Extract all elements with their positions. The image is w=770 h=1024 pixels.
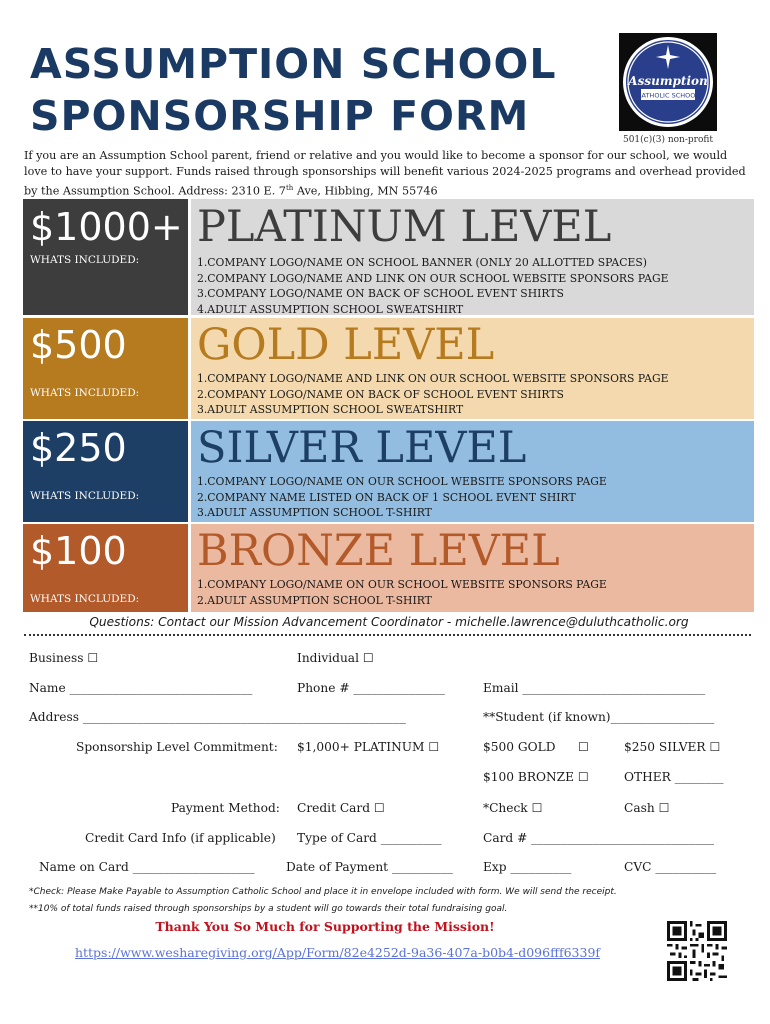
page-title xyxy=(30,38,557,142)
nonprofit-label: 501(c)(3) non-profit xyxy=(622,135,713,145)
silver-whats-included: WHATS INCLUDED: xyxy=(30,490,140,502)
thank-you-message: Thank You So Much for Supporting the Mission! xyxy=(155,919,495,934)
platinum-item-4: 4.ADULT ASSUMPTION SCHOOL SWEATSHIRT xyxy=(197,302,464,316)
intro-paragraph: If you are an Assumption School parent, friend or relative and you would like to become a sponsor for our school, we would love to have your support. Funds raised through sponsorships will benefit various 2024-2025 programs and overhead provided by the Assumption School. Address: 2310 E. 7th Ave, Hibbing, MN 55746 xyxy=(24,149,746,198)
dotted-divider xyxy=(24,634,751,636)
name-on-card-field[interactable]: Name on Card ____________________ xyxy=(39,860,255,874)
name-field[interactable]: Name ______________________________ xyxy=(29,681,253,695)
other-field[interactable]: OTHER ________ xyxy=(624,770,724,784)
business-checkbox[interactable]: Business ☐ xyxy=(29,651,99,665)
platinum-item-3: 3.COMPANY LOGO/NAME ON BACK OF SCHOOL EVENT SHIRTS xyxy=(197,287,564,300)
tier-bronze xyxy=(23,524,754,612)
silver-level-title: SILVER LEVEL xyxy=(197,423,527,473)
gold-whats-included: WHATS INCLUDED: xyxy=(30,387,140,399)
platinum-items xyxy=(197,255,668,317)
credit-card-checkbox[interactable]: Credit Card ☐ xyxy=(297,801,385,815)
silver-item-1: 1.COMPANY LOGO/NAME ON OUR SCHOOL WEBSITE SPONSORS PAGE xyxy=(197,475,607,488)
platinum-level-title: PLATINUM LEVEL xyxy=(197,202,612,252)
check-footnote: *Check: Please Make Payable to Assumption Catholic School and place it in envelope included with form. We will send the receipt. xyxy=(29,887,617,897)
gold-checkbox[interactable]: ☐ xyxy=(578,740,589,754)
address-field[interactable]: Address _____________________________________________________ xyxy=(29,710,406,724)
silver-checkbox[interactable]: $250 SILVER ☐ xyxy=(624,740,721,754)
donation-link[interactable]: https://www.wesharegiving.org/App/Form/82e4252d-9a36-407a-b0b4-d096fff6339f xyxy=(74,945,601,960)
silver-items xyxy=(197,474,607,521)
school-logo xyxy=(619,33,717,131)
individual-checkbox[interactable]: Individual ☐ xyxy=(297,651,374,665)
gold-items xyxy=(197,371,668,418)
payment-method-label: Payment Method: xyxy=(171,801,280,815)
bronze-item-1: 1.COMPANY LOGO/NAME ON OUR SCHOOL WEBSITE SPONSORS PAGE xyxy=(197,578,607,591)
exp-field[interactable]: Exp __________ xyxy=(483,860,572,874)
svg-text:Assumption: Assumption xyxy=(628,74,708,88)
phone-field[interactable]: Phone # _______________ xyxy=(297,681,445,695)
student-footnote: **10% of total funds raised through sponsorships by a student will go towards their total fundraising goal. xyxy=(29,904,508,914)
silver-level-box xyxy=(191,421,754,522)
student-field[interactable]: **Student (if known)_________________ xyxy=(483,710,715,724)
tier-gold xyxy=(23,318,754,419)
qr-code xyxy=(667,921,727,981)
gold-level-box xyxy=(191,318,754,419)
title-line-2: SPONSORSHIP FORM xyxy=(30,92,530,140)
card-type-field[interactable]: Type of Card __________ xyxy=(297,831,442,845)
platinum-amount-box xyxy=(23,199,188,315)
bronze-checkbox[interactable]: $100 BRONZE ☐ xyxy=(483,770,589,784)
platinum-whats-included: WHATS INCLUDED: xyxy=(30,254,140,266)
ordinal-suffix: th xyxy=(285,184,294,192)
date-of-payment-field[interactable]: Date of Payment __________ xyxy=(286,860,453,874)
cvc-field[interactable]: CVC __________ xyxy=(624,860,717,874)
platinum-amount: $1000+ xyxy=(30,205,183,249)
check-checkbox[interactable]: *Check ☐ xyxy=(483,801,543,815)
cash-checkbox[interactable]: Cash ☐ xyxy=(624,801,670,815)
silver-item-3: 3.ADULT ASSUMPTION SCHOOL T-SHIRT xyxy=(197,506,432,519)
platinum-level-box xyxy=(191,199,754,315)
bronze-whats-included: WHATS INCLUDED: xyxy=(30,593,140,605)
contact-line: Questions: Contact our Mission Advancement Coordinator - michelle.lawrence@duluthcatholic.org xyxy=(89,615,689,629)
silver-amount: $250 xyxy=(30,426,127,470)
card-number-field[interactable]: Card # ______________________________ xyxy=(483,831,714,845)
gold-amount-box xyxy=(23,318,188,419)
gold-item-3: 3.ADULT ASSUMPTION SCHOOL SWEATSHIRT xyxy=(197,403,464,416)
title-line-1: ASSUMPTION SCHOOL xyxy=(30,40,557,88)
tier-silver xyxy=(23,421,754,522)
gold-label: $500 GOLD xyxy=(483,740,556,754)
gold-item-2: 2.COMPANY LOGO/NAME ON BACK OF SCHOOL EVENT SHIRTS xyxy=(197,387,564,401)
platinum-item-1: 1.COMPANY LOGO/NAME ON SCHOOL BANNER (ONLY 20 ALLOTTED SPACES) xyxy=(197,256,647,269)
svg-text:CATHOLIC SCHOOL: CATHOLIC SCHOOL xyxy=(636,91,700,100)
gold-item-1: 1.COMPANY LOGO/NAME AND LINK ON OUR SCHOOL WEBSITE SPONSORS PAGE xyxy=(197,372,669,385)
bronze-level-box xyxy=(191,524,754,612)
platinum-item-2: 2.COMPANY LOGO/NAME AND LINK ON OUR SCHOOL WEBSITE SPONSORS PAGE xyxy=(197,271,669,285)
silver-item-2: 2.COMPANY NAME LISTED ON BACK OF 1 SCHOOL EVENT SHIRT xyxy=(197,490,576,504)
tier-platinum xyxy=(23,199,754,315)
bronze-level-title: BRONZE LEVEL xyxy=(197,526,560,576)
credit-card-info-label: Credit Card Info (if applicable) xyxy=(85,831,276,845)
email-field[interactable]: Email ______________________________ xyxy=(483,681,706,695)
bronze-amount-box xyxy=(23,524,188,612)
bronze-item-2: 2.ADULT ASSUMPTION SCHOOL T-SHIRT xyxy=(197,593,432,607)
gold-level-title: GOLD LEVEL xyxy=(197,320,495,370)
bronze-amount: $100 xyxy=(30,529,127,573)
platinum-checkbox[interactable]: $1,000+ PLATINUM ☐ xyxy=(297,740,440,754)
gold-amount: $500 xyxy=(30,323,127,367)
commitment-label: Sponsorship Level Commitment: xyxy=(76,740,278,754)
silver-amount-box xyxy=(23,421,188,522)
bronze-items xyxy=(197,577,607,608)
